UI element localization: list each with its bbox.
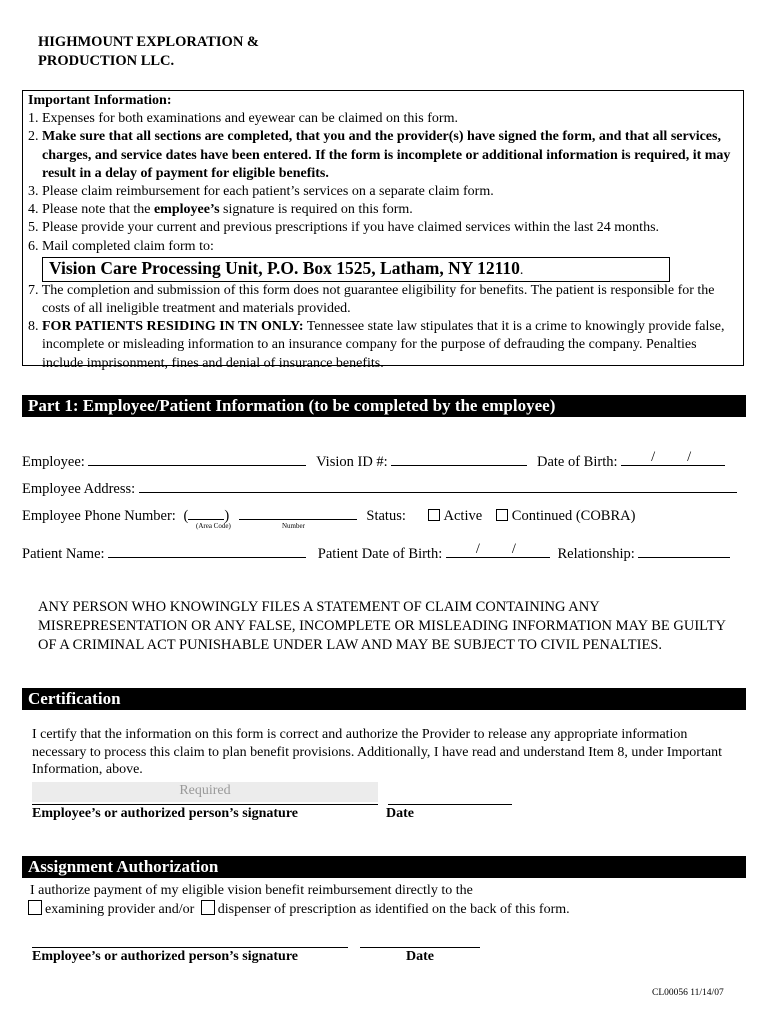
important-heading: Important Information: — [28, 93, 172, 108]
dispenser-checkbox[interactable] — [201, 900, 215, 915]
assignment-options — [28, 900, 570, 919]
mailing-address-period: . — [519, 262, 524, 278]
important-item-5: 5. Please provide your current and previous prescriptions if you have claimed services within the last 24 months. — [28, 220, 660, 236]
examining-provider-checkbox[interactable] — [28, 900, 42, 915]
item2-bold-text: Make sure that all sections are completed, that you and the provider(s) have signed the form, and that all services, charges, and service dates have been entered. If the form is incomplete or additional information is required, it may result in a delay of payment for eligible benefits. — [42, 129, 731, 181]
patient-row — [22, 541, 730, 563]
certification-signature-label: Employee’s or authorized person’s signature — [32, 806, 298, 821]
dispenser-label: dispenser of prescription as identified on the back of this form. — [217, 902, 570, 917]
item4-bold: employee’s — [153, 202, 220, 218]
patient-name-field[interactable] — [108, 544, 306, 558]
assignment-date-label: Date — [406, 949, 434, 964]
certification-header: Certification — [22, 688, 746, 710]
important-item-2 — [28, 128, 738, 183]
vision-id-label: Vision ID #: — [316, 454, 388, 470]
part1-header: Part 1: Employee/Patient Information (to be completed by the employee) — [22, 395, 746, 417]
active-checkbox[interactable] — [428, 509, 440, 521]
patient-dob-label: Patient Date of Birth: — [317, 546, 443, 562]
address-field[interactable] — [139, 479, 737, 493]
dob-slash-2: / — [687, 449, 692, 465]
patient-name-label: Patient Name: — [22, 546, 105, 562]
important-item-7: 7. The completion and submission of this form does not guarantee eligibility for benefits. The patient is responsible for the costs of all ineligible treatment and materials provided. — [28, 282, 715, 317]
employee-name-field[interactable] — [88, 452, 306, 466]
employee-label: Employee: — [22, 454, 85, 470]
assignment-signature-line[interactable] — [32, 947, 348, 948]
item8-prefix: 8. — [28, 319, 42, 335]
item4-suffix: signature is required on this form. — [219, 202, 413, 218]
assignment-header: Assignment Authorization — [22, 856, 746, 878]
relationship-field[interactable] — [638, 544, 730, 558]
address-label: Employee Address: — [22, 481, 136, 497]
status-cobra-option[interactable] — [496, 508, 636, 524]
dob-label: Date of Birth: — [536, 454, 618, 470]
mailing-address-box — [42, 257, 670, 282]
certification-date-line[interactable] — [388, 804, 512, 805]
certification-signature-field[interactable]: Required — [32, 782, 378, 802]
phone-row — [22, 506, 635, 525]
area-code-close-paren: ) — [224, 508, 230, 524]
phone-number-field[interactable] — [239, 506, 357, 520]
dob-field[interactable] — [621, 449, 725, 466]
patient-dob-slash-1: / — [475, 541, 480, 557]
assignment-date-line[interactable] — [360, 947, 480, 948]
status-label: Status: — [366, 508, 406, 524]
employee-row — [22, 449, 725, 471]
fraud-warning: ANY PERSON WHO KNOWINGLY FILES A STATEMENT OF CLAIM CONTAINING ANY MISREPRESENTATION OR ANY FALSE, INCOMPLETE OR MISLEADING INFORMATION MAY BE GUILTY OF A CRIMINAL ACT PUNISHABLE UNDER LAW AND MAY BE SUBJECT TO CIVIL PENALTIES. — [38, 599, 726, 653]
important-item-6: 6. Mail completed claim form to: — [28, 238, 214, 254]
important-item-3: 3. Please claim reimbursement for each patient’s services on a separate claim form. — [28, 184, 494, 200]
active-label: Active — [443, 508, 483, 524]
company-name — [38, 33, 259, 71]
important-item-8 — [28, 318, 738, 373]
phone-label: Employee Phone Number: — [22, 508, 176, 524]
certification-date-label: Date — [386, 806, 414, 821]
certification-text: I certify that the information on this form is correct and authorize the Provider to release any appropriate information necessary to process this claim to plan benefit provisions. Additionally, I have read and understand Item 8, under Important Information, above. — [32, 727, 722, 777]
company-name-line2: PRODUCTION LLC. — [38, 53, 175, 69]
assignment-text: I authorize payment of my eligible vision benefit reimbursement directly to the — [30, 883, 473, 898]
address-row — [22, 479, 737, 498]
relationship-label: Relationship: — [557, 546, 635, 562]
certification-signature-line — [32, 804, 378, 805]
cobra-checkbox[interactable] — [496, 509, 508, 521]
status-active-option[interactable] — [428, 508, 483, 524]
mailing-address: Vision Care Processing Unit, P.O. Box 1525, Latham, NY 12110 — [49, 257, 520, 278]
cobra-label: Continued (COBRA) — [511, 508, 636, 524]
item8-bold: FOR PATIENTS RESIDING IN TN ONLY: — [42, 319, 304, 335]
item4-prefix: 4. Please note that the — [28, 202, 154, 218]
examining-provider-label: examining provider and/or — [45, 902, 195, 917]
area-code-open-paren: ( — [183, 508, 189, 524]
important-item-4 — [28, 201, 738, 219]
area-code-field[interactable] — [188, 506, 224, 520]
important-item-1: 1. Expenses for both examinations and eyewear can be claimed on this form. — [28, 111, 458, 127]
patient-dob-field[interactable] — [446, 541, 550, 558]
area-code-caption: (Area Code) — [196, 522, 231, 530]
patient-dob-slash-2: / — [511, 541, 516, 557]
item8-text: Tennessee state law stipulates that it is a crime to knowingly provide false, incomplete or misleading information to an insurance company for the purpose of defrauding the company. Penalties include imprisonment, fines and denial of insurance benefits. — [42, 319, 725, 371]
item2-prefix: 2. — [28, 129, 42, 145]
number-caption: Number — [282, 522, 305, 530]
company-name-line1: HIGHMOUNT EXPLORATION & — [38, 34, 260, 50]
vision-id-field[interactable] — [391, 452, 527, 466]
form-code: CL00056 11/14/07 — [652, 988, 724, 998]
important-information-box — [22, 90, 744, 371]
assignment-signature-label: Employee’s or authorized person’s signature — [32, 949, 298, 964]
dob-slash-1: / — [651, 449, 656, 465]
